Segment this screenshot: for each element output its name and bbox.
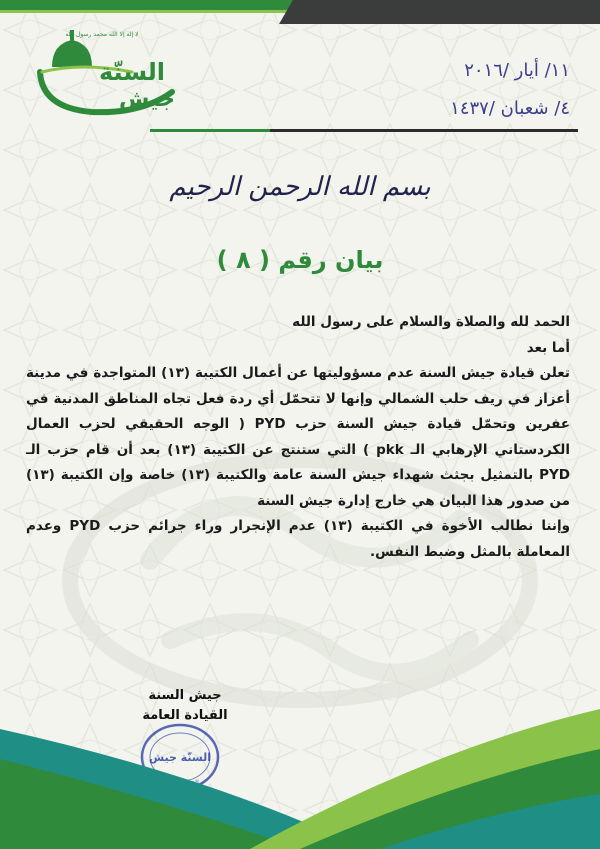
signature-line1: جيش السنة [148, 688, 222, 703]
amma-baad-line: أما بعد [526, 339, 570, 356]
logo-text-line1: السنّة [98, 58, 166, 86]
closing-paragraph: وإننا نطالب الأخوة في الكتيبة (١٣) عدم الإنجرار وراء جرائم حزب PYD وعدم المعاملة بالمثل وضبط النفس. [26, 518, 571, 560]
dates-block [450, 52, 570, 128]
date-gregorian: ١١/ أيار /٢٠١٦ [464, 60, 570, 81]
statement-body [26, 310, 570, 565]
signature-line2: القيادة العامة [142, 708, 228, 723]
jaysh-al-sunna-logo [22, 22, 182, 122]
logo-text-line2: جيش [119, 87, 175, 112]
header-divider-accent [150, 129, 270, 132]
main-paragraph: تعلن قيادة جيش السنة عدم مسؤوليتها عن أعمال الكتيبة (١٣) المتواجدة في مدينة أعزاز في ريف حلب الشمالي وإنها لا تتحمّل أي ردة فعل تجاه المناطق المدنية في عفرين وتحمّل قيادة جيش السنة حزب PYD ( الوجه الحقيقي لحزب العمال الكردستاني الإرهابي الـ pkk ) التي ستنتج عن الكتيبة (١٣) بعد أن قام حزب الـ PYD بالتمثيل بجثث شهداء جيش السنة عامة والكتيبة (١٣) خاصة وإن الكتيبة (١٣) من صدور هذا البيان هي خارج إدارة جيش السنة [26, 365, 571, 509]
basmala: بسم الله الرحمن الرحيم [169, 172, 431, 202]
logo-script: لا إله إلا الله محمد رسول الله [65, 31, 139, 38]
bottom-wave-decoration [0, 689, 600, 849]
top-green-accent [0, 10, 296, 13]
top-dark-bar [300, 0, 600, 24]
opening-line: الحمد لله والصلاة والسلام على رسول الله [292, 314, 570, 330]
statement-title: بيان رقم ( ٨ ) [216, 246, 384, 274]
date-hijri: ٤/ شعبان /١٤٣٧ [450, 98, 570, 119]
top-green-bar [0, 0, 300, 10]
stamp-center-text: السنّة جيش [148, 751, 212, 764]
